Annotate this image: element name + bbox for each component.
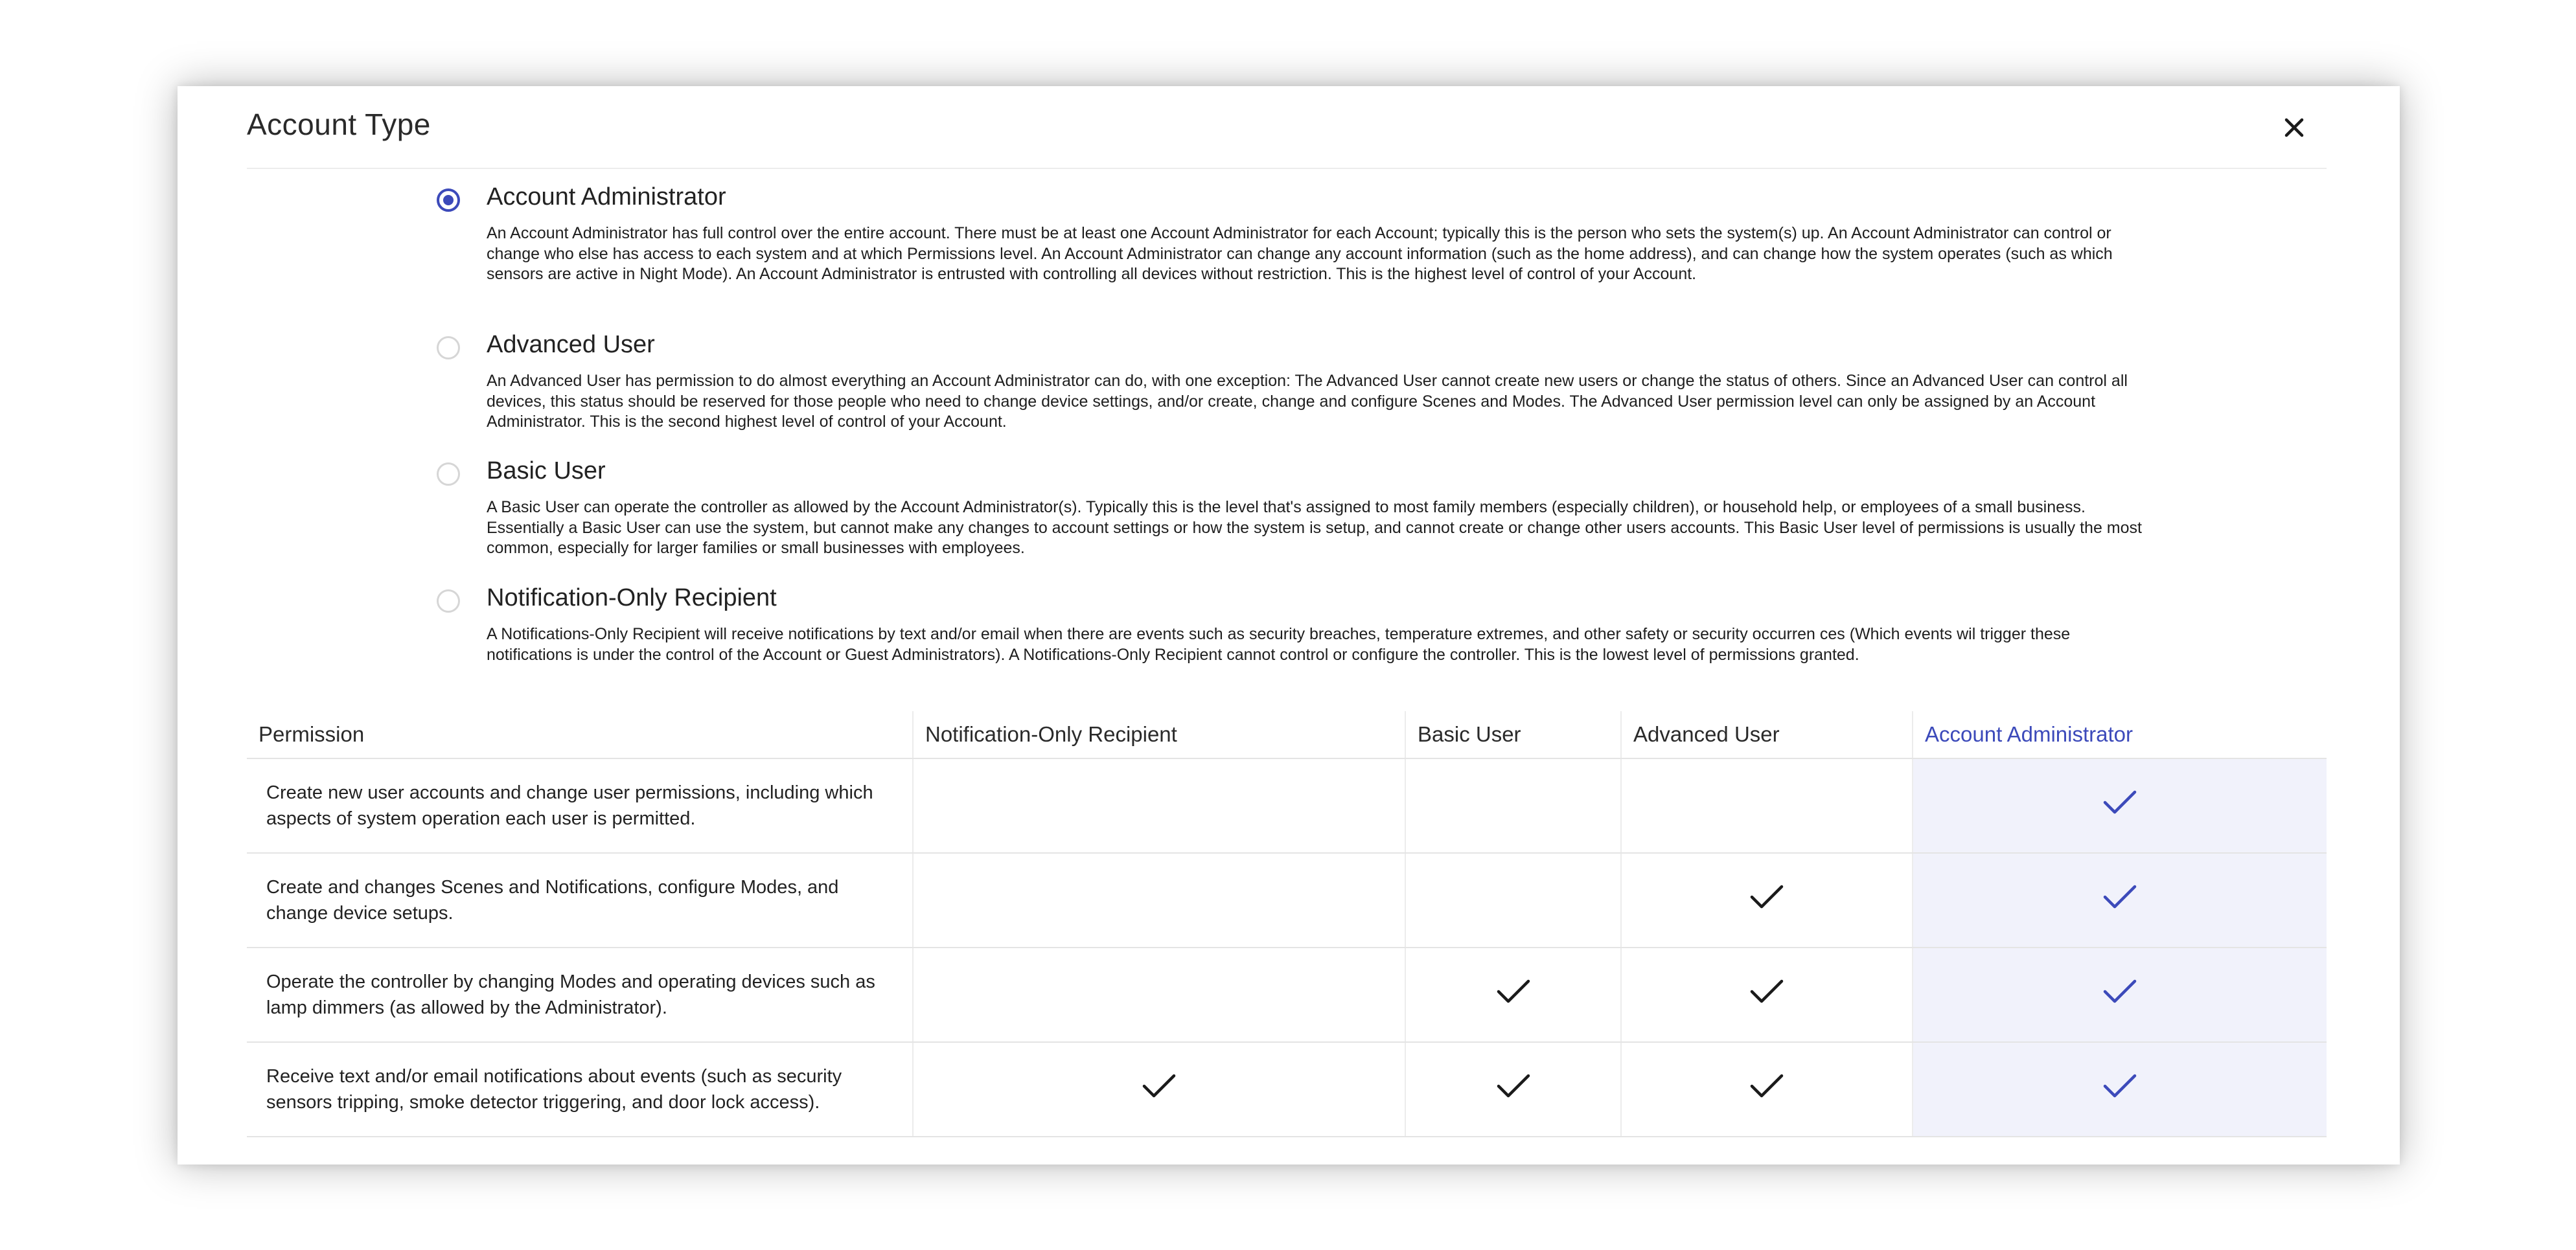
- radio-account-administrator[interactable]: [437, 188, 460, 212]
- permission-description: Create new user accounts and change user permissions, including which aspects of system operation each user is permitted.: [247, 758, 913, 853]
- dialog-header: [247, 86, 2327, 169]
- option-label: Notification-Only Recipient: [487, 584, 777, 611]
- table-row: [247, 758, 2327, 853]
- cell-notification-only: [913, 1042, 1405, 1137]
- checkmark-icon: [1496, 978, 1531, 1005]
- cell-notification-only: [913, 853, 1405, 948]
- cell-basic-user: [1405, 853, 1621, 948]
- checkmark-icon: [2102, 1073, 2137, 1100]
- cell-basic-user: [1405, 1042, 1621, 1137]
- dialog-title: Account Type: [247, 108, 431, 141]
- cell-account-administrator: [1913, 758, 2327, 853]
- cell-notification-only: [913, 758, 1405, 853]
- radio-notification-only-recipient[interactable]: [437, 589, 460, 613]
- permissions-table: [247, 711, 2327, 1137]
- header-notification-only-recipient: Notification-Only Recipient: [913, 711, 1405, 758]
- close-icon: [2280, 113, 2308, 142]
- checkmark-icon: [1749, 883, 1784, 911]
- cell-advanced-user: [1621, 853, 1913, 948]
- cell-advanced-user: [1621, 758, 1913, 853]
- option-label: Account Administrator: [487, 183, 726, 210]
- checkmark-icon: [1749, 978, 1784, 1005]
- checkmark-icon: [1496, 1073, 1531, 1100]
- checkmark-icon: [2102, 883, 2137, 911]
- cell-advanced-user: [1621, 1042, 1913, 1137]
- table-row: [247, 1042, 2327, 1137]
- close-button[interactable]: [2280, 113, 2308, 142]
- permission-description: Create and changes Scenes and Notifications, configure Modes, and change device setups.: [247, 853, 913, 948]
- permission-description: Receive text and/or email notifications about events (such as security sensors tripping, smoke detector triggering, and door lock access).: [247, 1042, 913, 1137]
- cell-account-administrator: [1913, 1042, 2327, 1137]
- permission-description: Operate the controller by changing Modes and operating devices such as lamp dimmers (as allowed by the Administrator).: [247, 948, 913, 1042]
- option-description: A Basic User can operate the controller as allowed by the Account Administrator(s). Typically this is the level that's assigned to most family members (especially children), or household help, or employees of a small business. Essentially a Basic User can use the system, but cannot make any changes to account settings or how the system is setup, and cannot create or change other users accounts. This Basic User level of permissions is usually the most common, especially for larger families or small businesses with employees.: [487, 498, 2142, 557]
- cell-account-administrator: [1913, 853, 2327, 948]
- cell-basic-user: [1405, 948, 1621, 1042]
- option-description: An Account Administrator has full control over the entire account. There must be at least one Account Administrator for each Account; typically this is the person who sets the system(s) up. An Account Administrator can control or change who else has access to each system and at which Permissions level. An Account Administrator can change any account information (such as the home address), and can change how the system operates (such as which sensors are active in Night Mode). An Account Administrator is entrusted with controlling all devices without restriction. This is the highest level of control of your Account.: [487, 224, 2113, 283]
- radio-advanced-user[interactable]: [437, 336, 460, 359]
- checkmark-icon: [1749, 1073, 1784, 1100]
- table-header-row: [247, 711, 2327, 758]
- table-row: [247, 853, 2327, 948]
- cell-advanced-user: [1621, 948, 1913, 1042]
- checkmark-icon: [2102, 789, 2137, 816]
- table-row: [247, 948, 2327, 1042]
- checkmark-icon: [1142, 1073, 1177, 1100]
- account-type-dialog: [178, 86, 2400, 1165]
- option-label: Advanced User: [487, 331, 655, 358]
- header-permission: Permission: [247, 711, 913, 758]
- header-account-administrator: Account Administrator: [1913, 711, 2327, 758]
- option-description: An Advanced User has permission to do almost everything an Account Administrator can do, with one exception: The Advanced User cannot create new users or change the status of others. Since an Advanced User can control all devices, this status should be reserved for those people who need to change device settings, and/or create, change and configure Scenes and Modes. The Advanced User permission level can only be assigned by an Account Administrator. This is the second highest level of control of your Account.: [487, 372, 2128, 431]
- radio-basic-user[interactable]: [437, 462, 460, 486]
- checkmark-icon: [2102, 978, 2137, 1005]
- cell-account-administrator: [1913, 948, 2327, 1042]
- cell-notification-only: [913, 948, 1405, 1042]
- option-description: A Notifications-Only Recipient will receive notifications by text and/or email when there are events such as security breaches, temperature extremes, and other safety or security occurren ces (Which events wil trigger these notifications is under the control of the Account or Guest Administrators). A Notifications-Only Recipient cannot control or configure the controller. This is the lowest level of permissions granted.: [487, 625, 2071, 664]
- header-advanced-user: Advanced User: [1621, 711, 1913, 758]
- option-label: Basic User: [487, 457, 606, 484]
- cell-basic-user: [1405, 758, 1621, 853]
- header-basic-user: Basic User: [1405, 711, 1621, 758]
